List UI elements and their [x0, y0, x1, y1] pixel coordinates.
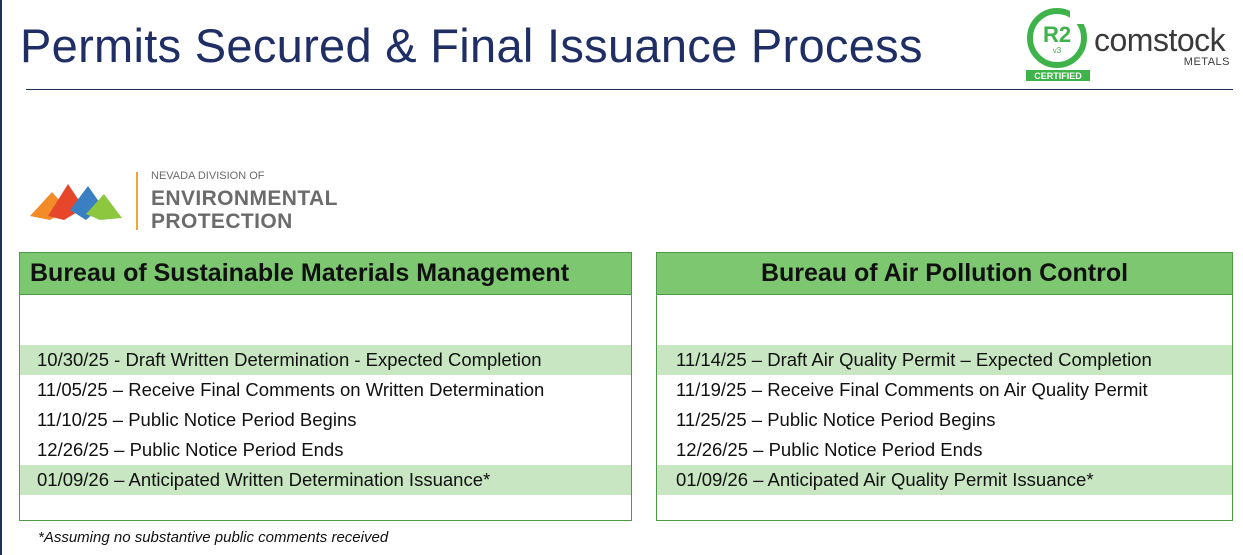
bureau-air-pollution-panel	[656, 252, 1233, 521]
milestone-item: 11/19/25 – Receive Final Comments on Air Quality Permit	[676, 379, 1148, 400]
milestone-list	[20, 295, 631, 495]
title-divider	[26, 89, 1233, 90]
comstock-brand-sub: METALS	[1183, 56, 1230, 68]
milestone-item: 12/26/25 – Public Notice Period Ends	[37, 439, 344, 460]
milestone-item: 01/09/26 – Anticipated Written Determination Issuance*	[20, 465, 631, 495]
ndep-line-2: ENVIRONMENTAL	[151, 187, 338, 210]
milestone-item: 11/14/25 – Draft Air Quality Permit – Expected Completion	[657, 345, 1232, 375]
milestone-item: 11/25/25 – Public Notice Period Begins	[676, 409, 996, 430]
milestone-item: 01/09/26 – Anticipated Air Quality Permit Issuance*	[657, 465, 1232, 495]
r2-badge-label: CERTIFIED	[1034, 71, 1082, 81]
milestone-item: 12/26/25 – Public Notice Period Ends	[676, 439, 983, 460]
footnote: *Assuming no substantive public comments received	[38, 529, 389, 546]
milestone-list	[657, 295, 1232, 495]
r2-badge-version: v3	[1052, 46, 1062, 55]
comstock-brand-name: comstock	[1094, 22, 1226, 58]
milestone-item: 11/05/25 – Receive Final Comments on Written Determination	[37, 379, 545, 400]
ndep-line-3: PROTECTION	[151, 210, 293, 233]
left-edge-rule	[0, 0, 2, 555]
bureau-sustainable-materials-panel	[19, 252, 632, 521]
ndep-line-1: NEVADA DIVISION OF	[151, 170, 265, 182]
comstock-logo	[1026, 4, 1236, 84]
ndep-divider	[136, 172, 138, 230]
bureau-title: Bureau of Air Pollution Control	[657, 253, 1232, 295]
ndep-logo	[30, 170, 350, 234]
milestone-item: 10/30/25 - Draft Written Determination - Expected Completion	[20, 345, 631, 375]
mountains-icon	[30, 180, 122, 220]
bureau-title: Bureau of Sustainable Materials Management	[20, 253, 631, 295]
milestone-item: 11/10/25 – Public Notice Period Begins	[37, 409, 357, 430]
page-title: Permits Secured & Final Issuance Process	[20, 19, 923, 72]
r2-certified-badge-icon	[1026, 4, 1090, 82]
r2-badge-text: R2	[1042, 22, 1072, 47]
